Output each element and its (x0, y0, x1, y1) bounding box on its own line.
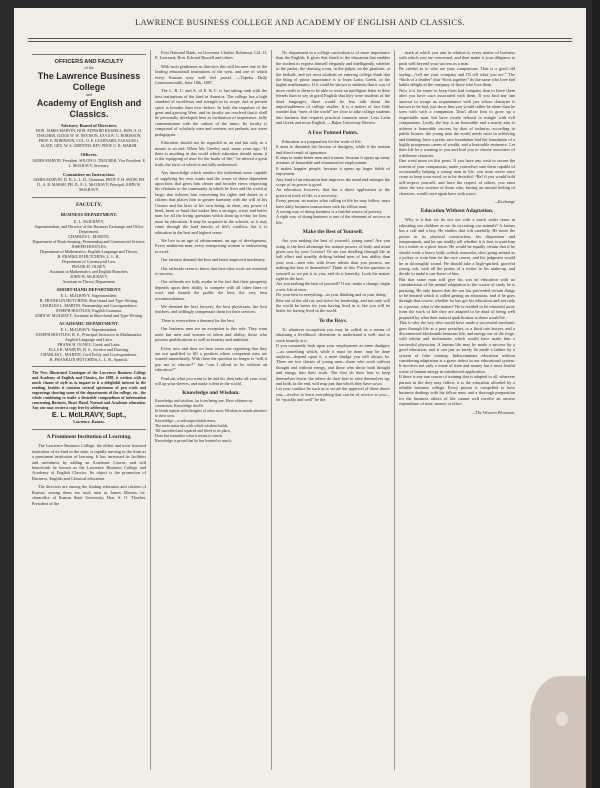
paragraph: Find out what you want to be and do, then take off your coat, roll up your sleeves, and make a dent in the world. (155, 375, 267, 386)
staff-line: JOSEPH HOOTLES, (71, 243, 107, 249)
staff-line: JOSEPH HOOTLES, B. S., Principal, Instructor in Mathematics, English Language and Latin. (35, 332, 143, 343)
business-heading: BUSINESS DEPARTMENT. (60, 212, 118, 218)
shorthand-staff-list (32, 293, 146, 318)
staff-line: E. L. McILRAVY, (74, 218, 104, 224)
staff-line: CHARLES L. MARTIN, Civil Polity and Correspondence. (40, 352, 138, 358)
faculty-heading: FACULTY. (75, 202, 102, 209)
column-1 (32, 50, 146, 770)
paragraph: The Lawrence Business College, the oldest and most honored institution of its kind in the state, is rapidly moving to the front as a prominent institution of learning. It has increased its facilities and usefulness by adding an Academic Course, and will henceforth be known as the Lawrence Business College and Academy of English Classics. Its object is the promotion of Business, English and Classical education. (32, 443, 146, 481)
paragraph: No department in a college curriculum is of more importance than the English. It gives that finish to the education that enables the student to express himself elegantly and intelligently, whether in the parlor, the drawing room, in the pulpit, on the platform, at the bedside, and yet most students on entering college think that the thing of prime importance is to learn Latin, Greek, or the higher mathematics. If it could be shown to students that it was of more credit to them to be able to write an intelligent letter to their friends than to say in good English that they were students of the dead languages, there would be less talk about the unprofitableness of college studies. It is a matter of fact little wonder that “men of the world” are slow to take college students into business that requires practical common sense. Less Latin and Greek and more English. —Baker University Review. (276, 50, 390, 126)
staff-line: E. L. McILRAVY, Superintendent. (60, 327, 118, 333)
to-boys-heading: To the Boys. (318, 317, 348, 324)
thumb-photo-region (530, 676, 586, 788)
academy-title: Academy of English and Classics. (36, 98, 142, 119)
column-3 (276, 50, 390, 770)
poem-line: The mere materials with which wisdom builds, (155, 424, 229, 429)
paragraph: Our railroads are fully awake to the fact that their prosperity depends upon their ability to compete with all other lines of road, and furnish the public the best, the very best accommodations. (155, 279, 267, 301)
staff-line: ELLA R. MARVIN, B. S., Science and Drawing. (48, 347, 130, 353)
column-2 (155, 50, 267, 770)
exchange-signature: —Exchange (494, 198, 515, 204)
box-rule (32, 429, 146, 430)
shorthand-heading: SHORT-HAND DEPARTMENT. (56, 286, 122, 292)
paragraph: Any knowledge which renders the individual more capable of supplying his own wants and the wants of those dependent upon him; that gives him clearer and broader views respecting his relations to the community in which he lives and the world at large; that informs him concerning his rights and duties as a citizen; that places him in greater harmony with the will of his Creator and the laws of his own being; in short, any power of head, heart or hand that makes him a stronger, wiser and better man for all the living questions which front up to-day for him, must be education. It may be acquired in the schools, or it may come through the hard knocks of life's conflicts, but it is education in the best and highest sense. (155, 170, 267, 235)
box-rule (32, 54, 146, 55)
paragraph: There is everywhere a demand for the best. (161, 317, 236, 323)
business-staff-list (32, 219, 146, 284)
masthead-rule (28, 38, 572, 39)
staff-line: FRANK H. OLNEY, (71, 263, 107, 269)
staff-line: JOHN W. McILRAVY, Assistant in Short-hand and Type-Writing. (34, 313, 144, 319)
column-divider (271, 50, 272, 770)
column-divider (150, 50, 151, 770)
staff-line: JOSEPH HOOTLES, English Grammar. (55, 308, 123, 314)
knowledge-heading: Knowledge and Wisdom. (182, 390, 240, 397)
newspaper-page (14, 8, 586, 788)
committee-text: JAMES MARVIN, D. D., L. L. D., Chairman. PROF. F. H. SNOW, PH. D., A. R. MARSH, PH. D., E. L. McILRAVY, Principal, JOHN W. McILRAVY. (33, 178, 145, 193)
education-heading: Education Without Adaptation. (420, 208, 494, 215)
staff-line: Department of Book-keeping, Penmanship and Commercial Science. (32, 238, 146, 244)
paragraph: mark at which you aim in relation to every matter of business with which you are concerned, and then make it your diligence to push well beyond your success as a man. Be careful as to who are your companions. That is a good old saying—“tell me your company and I'll tell what you are.” The “birds of a feather” that “flock together” do the same who love bad habits delight in the company of those who love them. Now it is far easier to keep from bad company than to leave them after you have once associated with them. If you find any one anxious to scrape an acquaintance with you whose character is known to be bad, just show him you would rather be alone than be seen with such a companion. Don't allow him to grow up a respectable man, but have wisely refused to mingle with evil companions. Lastly, the boy is an honorable and a manly aim to achieve a honorable success by dint of industry, according to public honors, the young men the world needs most in achieving and thinking, have a pretty sure foundation laid the foundation of a highly prosperous career of wealth, and a honorable eminence. Let their life be a warning to you and lead you to choose associates of a different character. One word more on this point. If you have any wish to secure the esteem of your companions, make yourselves sure them capable of occasionally helping a young man in life, you must never once cease to keep your word, or to be deceitful. “Be! if you would hold self-respect yourself, and have the respect of others, you must show the very essence of those who, having an inward feeling of character, would once again have with yours. (399, 50, 515, 196)
academic-staff-list (32, 327, 146, 362)
poem-line: Does but encumber what it seems to enrich. (155, 434, 224, 439)
staff-line: B. FRANKLIN HUTCHINS, L. L. B., Spanish. (49, 357, 129, 363)
staff-line: CHARLES L. MARTIN, (68, 233, 110, 239)
board-text: HON. JAMES MARVIN, HON. EDWARD RUSSELL, HON. S. O. THACHER, JUDGE W. W. NEVISON, EX-GOV. C. ROBINSON, PROF. E. ROBINSON, COL. O. E. LEARNARD, ELEAZAR J. SLATE, GEN. W. S. GRIFFITH, REV. PROF. C. R. MARSH. (35, 129, 143, 149)
few-points-heading: A Few Pointed Points. (307, 129, 359, 136)
paragraph: Our business men are no exception to this rule. They want none but men and women of talent and ability, those who possess qualifications as well as honesty and ambition. (155, 326, 267, 343)
scan-edge (592, 0, 600, 788)
column-4 (399, 50, 515, 770)
staff-line: B. FRANKLIN HUTCHINS, Short-hand and Type-Writing. (39, 298, 139, 304)
paragraph: Our farmers demand the best and latest improved machinery. (161, 257, 266, 263)
paragraph: The directors are among the leading educators and citizens of Kansas, among them are such men as James Marvin, ex-chancellor of Kansas State University, Hon. S. O. Thacher, President of the (32, 484, 146, 506)
prominent-heading: A Prominent Institution of Learning. (46, 434, 132, 441)
paragraph: We live in an age of advancement, an age of development. Every ambitious man, every enterprising woman is endeavoring to excel. (155, 238, 267, 254)
board-heading: Advisory Board of Directors. (60, 123, 118, 128)
paragraph: Education should not be regarded as an end but only as a means to an end. When Mr. Greeley said, many years ago, “If there is anything in this world which education should mean, it is the equipping of men for the battle of life,” he uttered a great truth, the force of which is not fully understood. (155, 140, 267, 167)
poem-line: Knowledge—a rude unprofitable mass, (155, 419, 217, 424)
catalogue-address: Lawrence, Kansas. (73, 420, 105, 425)
paragraph: First National Bank; ex-Governor Charles Robinson, Col. O. E. Learnard, Hon. Edward Russell and others. (155, 50, 267, 61)
paragraph: The L. B. C. and A. of E. & C. is fast taking rank with the best institutions of the kind in America. The college has a high standard of excellence and strength in its scope, and at present spirit is broader than ever before. In both the impulses of the great and growing West, and its faculty are resolved that it shall be personally developed here as inclination of importance, fully commensurate with the culture of the times. Its faculty is composed of scholarly men and women, not pedants, nor mere pedagogues. (155, 88, 267, 137)
of-the: of the (84, 66, 94, 70)
poem-line: In heads replete with thoughts of other men; Wisdom in minds attentive to their own. (155, 409, 267, 419)
box-rule (32, 366, 146, 367)
thumbnail-highlight (556, 712, 568, 726)
staff-line: CHARLES L. MARTIN, Penmanship and Correspondence. (40, 303, 138, 309)
academic-heading: ACADEMIC DEPARTMENT. (59, 321, 119, 327)
paragraph: Education is a preparation for the work of life. It aims to diminish the friction of drudgery, while it the tension and direct result of ignorance. It aims to make better men and women, because it opens up many avenues of honorable and remunerative employment. It makes happier people, because it opens up larger fields of enjoyment. Any kind of an education that improves the mind and enlarges the scope of its power is good. An education, however, that has a direct application to the practical work of life, is a necessity. Every person, no matter what calling in life he may follow, must have daily business transactions with his fellow man. A wrong way of doing business is a fruitful source of poverty. A right way of doing business is one of the elements of success in life. (276, 138, 390, 225)
catalogue-signature: E. L. McILRAVY, Supt., (51, 412, 127, 420)
paragraph: With such gentlemen as directors this will become one of the leading educational institutions of the west, and one of which every Kansan may well feel proud. —Topeka Daily Commonwealth, June 18th, 1887. (155, 63, 267, 86)
staff-line: Assistant in Theory Department. (62, 278, 116, 284)
committee-heading: Committee on Instruction. (63, 171, 115, 177)
paragraph: We demand the best lawyers, the best physicians, the best teachers, and willingly compensate them for their services. (155, 304, 267, 315)
catalogue-notice: The New Illustrated Catalogue of the Lawrence Business College and Academy of English and Classics, for 1888, is written with as much charm of style as to impart to it a delightful interest in the reading, besides it contains several specimens of pen work and engravings showing some of the departments of the college, etc., the whole combining to make a desirable compendium of information concerning Business, Short Hand, Normal and Academic education. Any one may secure a copy free by addressing (32, 371, 146, 411)
paragraph: Our railroads seem to know that first-class tools are essential to success. (155, 265, 267, 277)
paragraph: Every now and then we hear some one regretting that they are not qualified to fill a position where competent men are wanted immediately. With these the question no longer is “will it pay me to educate?” but “can I afford to be without an education?” (155, 345, 267, 373)
staff-line: B. FRANKLIN HUTCHINS, L. L. B., (57, 253, 121, 259)
paragraph: Are you making the best of yourself, young man? Are you using to the best advantage the natural powers of body and mind given you by your Creator? Or are you dwelling through life in half effort and steadily drifting behind men of less ability than your own—men who with fewer talents than you possess, are making the best of themselves? Think of this. Put the question to yourself as we put it to you, and do it honestly. Look the matter right in the face. Are you making the best of yourself? If not, make a change; begin a new life at once. Do your best in everything—in your thinking and in your doing. Rise out of the old rut, and strive for leadership, and not only will the world be better for your having lived in it, but you will be better for having lived in the world. (276, 238, 390, 314)
poem-line: Till smoothed and squared and fitted to its place, (155, 429, 231, 434)
masthead: LAWRENCE BUSINESS COLLEGE AND ACADEMY OF ENGLISH AND CLASSICS. (135, 18, 465, 27)
and-text: and (86, 93, 92, 97)
column-divider (394, 50, 395, 770)
masthead-rule-thin (28, 41, 572, 42)
poem-line: Knowledge is proud that he has learned so much; (155, 439, 232, 444)
officers-heading: OFFICERS AND FACULTY (54, 59, 124, 65)
staff-line: FRANK H. OLNEY, Greek and Latin. (57, 342, 121, 348)
staff-line: Assistant in Mathematics and English Branches. (49, 268, 129, 274)
plowman-signature: —The Western Plowman. (471, 409, 515, 415)
staff-line: JOHN W. McILRAVY, (70, 273, 108, 279)
staff-line: Department of Commercial Law. (61, 258, 117, 264)
make-best-heading: Make the Best of Yourself. (302, 229, 364, 236)
box-rule (32, 197, 146, 198)
paragraph: To whatever occupation you may be called, as a means of obtaining a livelihood, determine to understand it well, and to work heartily at it. If you constantly look upon your employment as mere drudgery—as something which, while it must be done, may be done anyhow—depend upon it, a mere drudge you will always be. There are two classes of young men—those who work without thought and without energy, and those who throw both thought and energy into their work. The first do their best to keep themselves down; the others do their best to raise themselves up; and both, in the end, will reap just that which they have sown. Let your conduct be such as to secure the approval of those above you—resolve to learn everything that can be of service to you—let “quickly and well” be the (276, 326, 390, 403)
poem-line: Knowledge and wisdom, far from being one, Have ofttimes no connection. Knowledge dwells (155, 399, 253, 409)
staff-line: E. L. McILRAVY, Superintendent. (60, 293, 118, 299)
officers-text: JAMES MARVIN, President. SOLON O. THACHER, Vice President. E. L. McILRAVY, Secretary. (32, 158, 146, 168)
staff-line: Department of Mathematics, English Language and Theory. (39, 248, 139, 254)
officers-sub: Officers. (80, 152, 98, 158)
college-title: The Lawrence Business College (37, 71, 141, 92)
paragraph: Why is it that we do not see with a much wider sense in educating our children as we do in raising our animals? A farmer has a colt and a boy. He studies that colt carefully. He notes the points in its physical construction, his disposition and temperament, and he can readily tell whether it is best to train him for a trotter or a plow horse. He would be equally certain that if he should work a heavy built, coltish, muscular, slow going animal as a jockey or train him for the race course, and his judgment would be as thoroughly sound. He should take a high-spirited, graceful young colt, with all the points of a trotter in his make-up, and decide to make a cart-horse of him. But that same man will give his son an education with no consideration of his mental adaptation to the course of study he is pursuing. He only knows that the son has proceeded certain things to be learned which is called getting an education, and if he goes through that course, whether he has got his education and not only or a person, what is the matter? He is entitled to be educated away from the work of life they are adapted to be dead of being well prepared by what their natural qualification to them would be. This is why the boy who would have made a successful mechanic goes through life as a poor preacher, or a third rate lawyer, and a disconnected blacksmith bemoans life, and energy out of the forge, with talents and inclinations which would have made him a successful physician. A human life may be made a success by a good education, and it can just as surely be made a failure by a system of false training. Indiscriminate education without considering adaptation is a grave defect in our educational system. It involves not only a waste of time and money but a most fearful waste of human energy in misdirected application. If there is any one course of training that is adapted to all, whatever pursuit in life they may follow, it is the education afforded by a reliable business college. Every person is compelled to have business dealings with his fellow men, and a thorough preparation for the business affairs of life cannot well involve an unwise expenditure of time, money or effort. (399, 217, 515, 407)
staff-line: Superintendent, and Director of the Business Exchange and Office Department. (34, 223, 144, 234)
